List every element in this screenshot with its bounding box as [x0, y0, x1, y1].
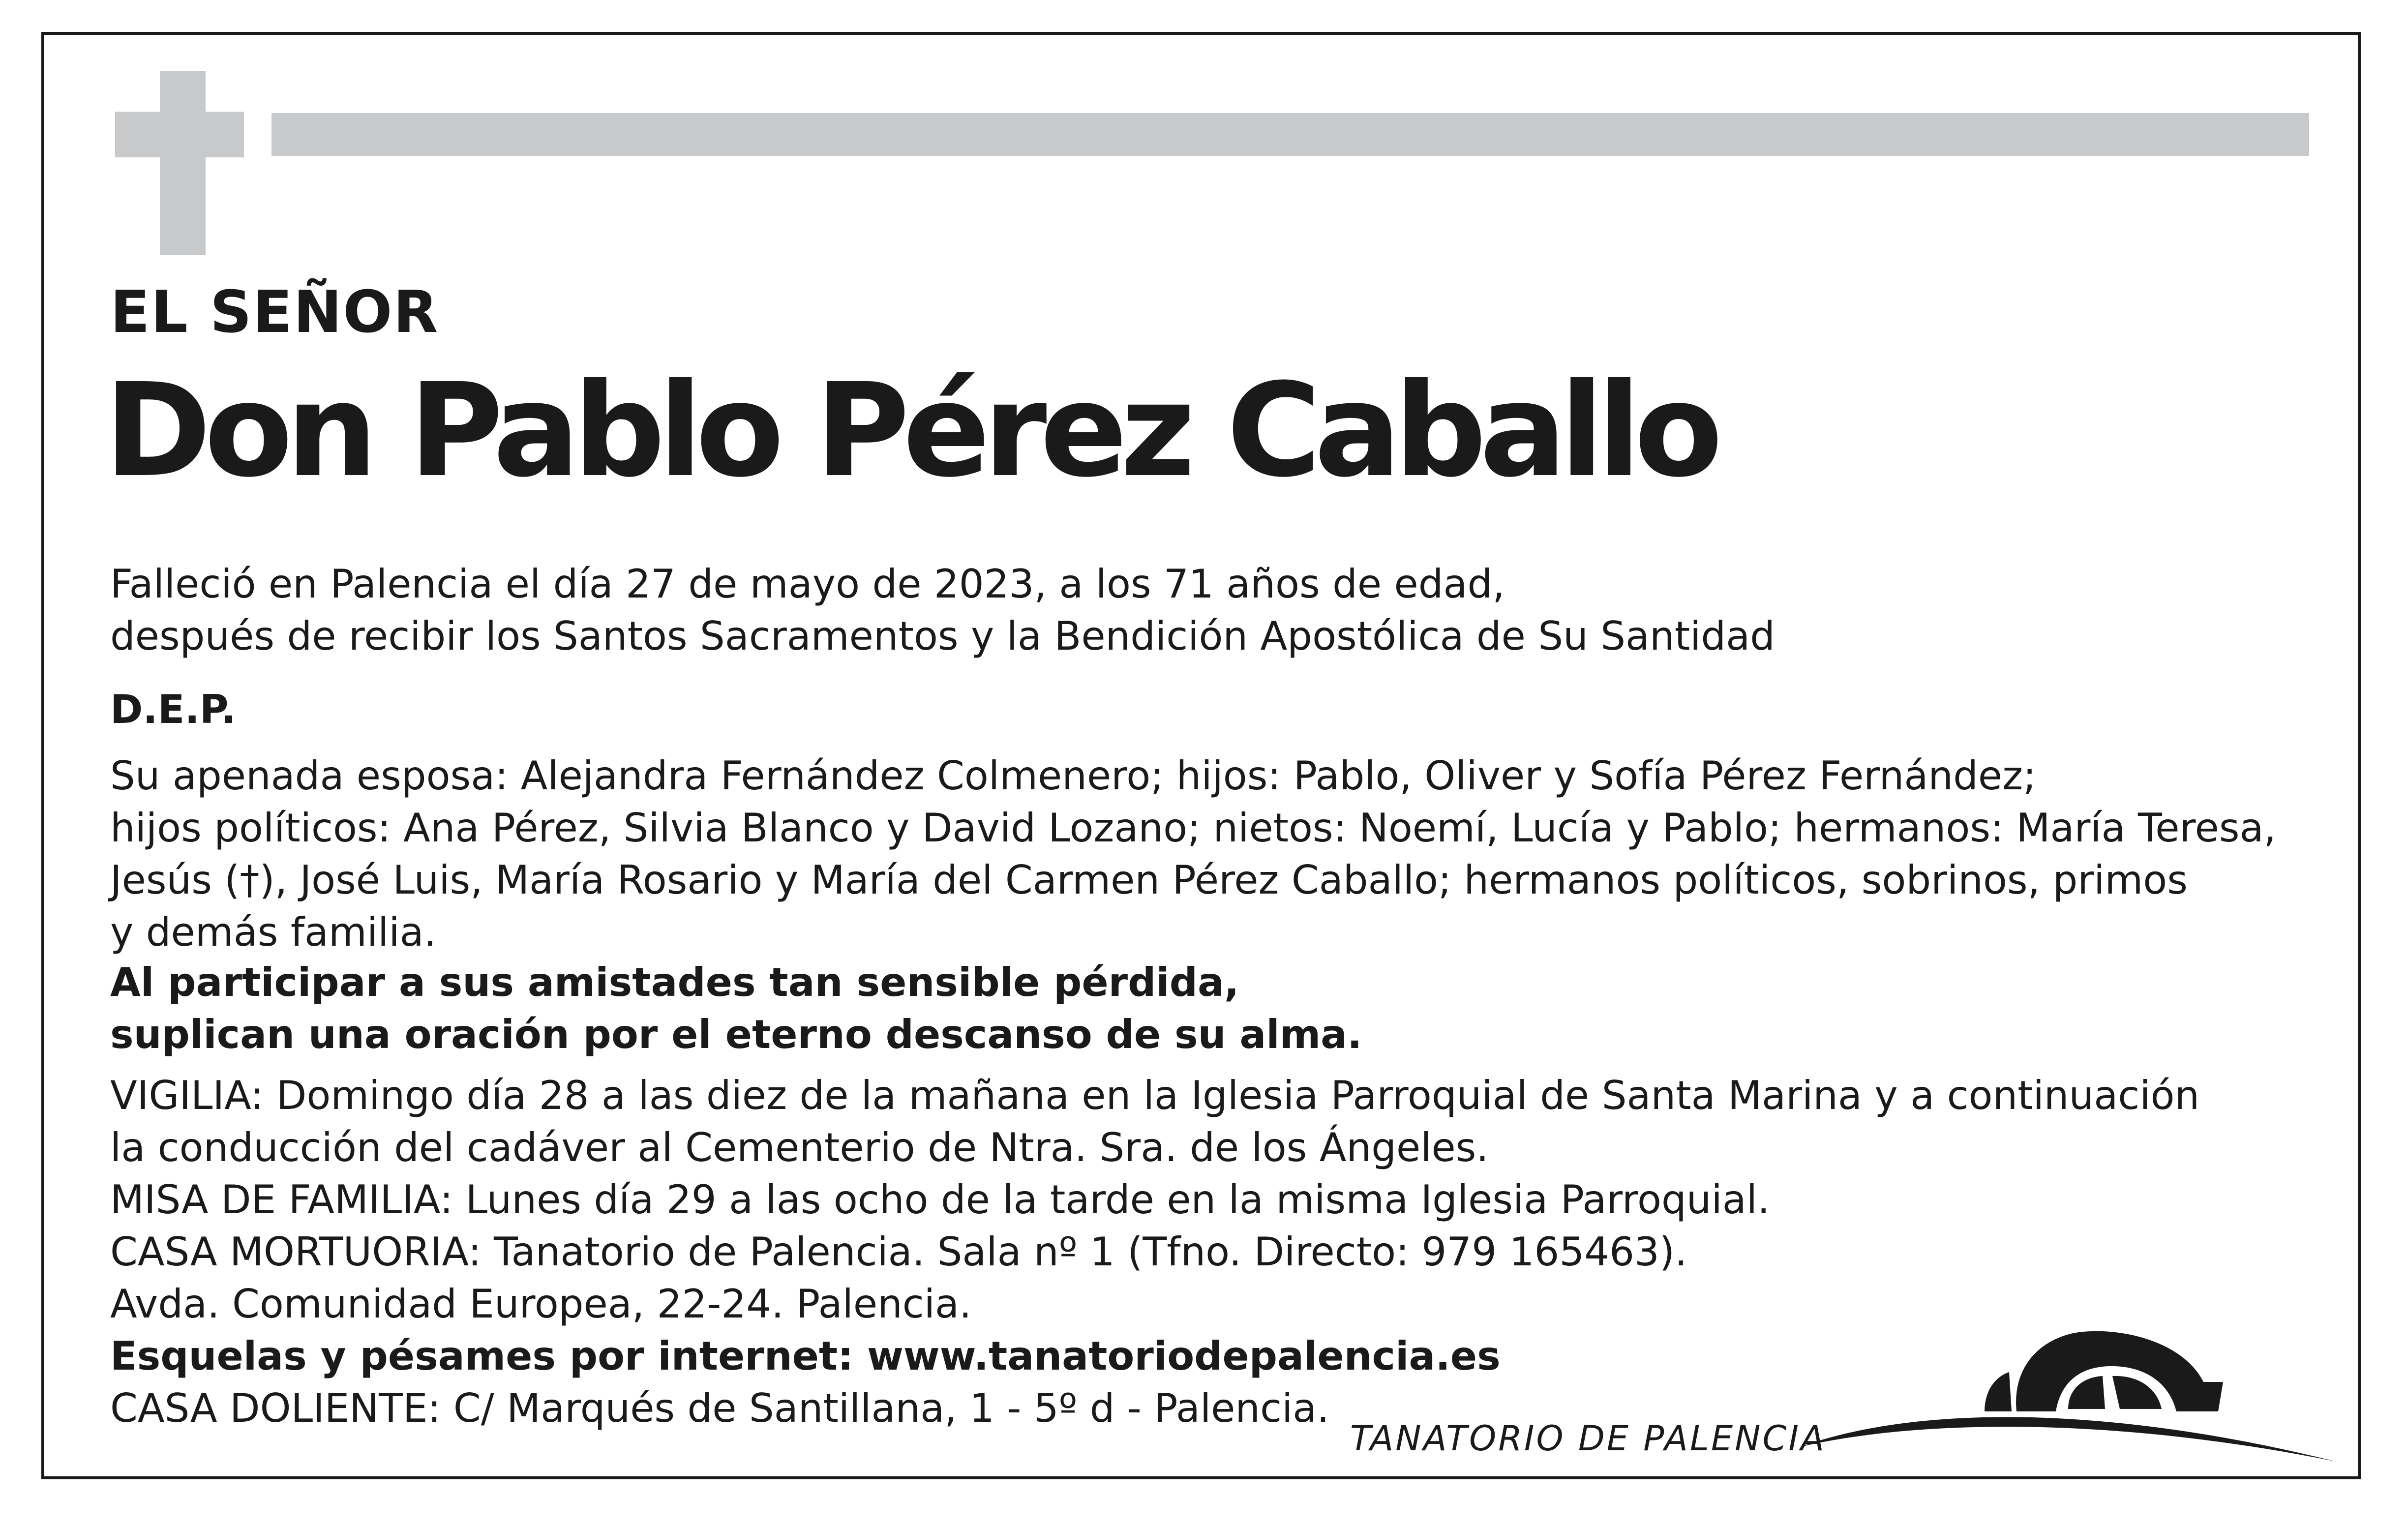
family-line: hijos políticos: Ana Pérez, Silvia Blanco y David Lozano; nietos: Noemí, Lucía y Pablo; hermanos: María Teresa,: [110, 805, 2276, 851]
deceased-name: Don Pablo Pérez Caballo: [104, 356, 1716, 506]
family-line: Su apenada esposa: Alejandra Fernández Colmenero; hijos: Pablo, Oliver y Sofía Pérez Fernández;: [110, 753, 2037, 799]
internet-condolences: Esquelas y pésames por internet: www.tanatoriodepalencia.es: [110, 1333, 1501, 1379]
family-list: [110, 750, 2276, 958]
honorific: EL SEÑOR: [110, 278, 439, 346]
vigil-line: VIGILIA: Domingo día 28 a las diez de la mañana en la Iglesia Parroquial de Santa Marina y a continuación: [110, 1073, 2200, 1118]
prayer-line: suplican una oración por el eterno descanso de su alma.: [110, 1012, 1362, 1057]
family-mass: MISA DE FAMILIA: Lunes día 29 a las ocho de la tarde en la misma Iglesia Parroquial.: [110, 1177, 1770, 1223]
cross-icon-horizontal: [115, 112, 244, 157]
mortuary-info: CASA MORTUORIA: Tanatorio de Palencia. Sala nº 1 (Tfno. Directo: 979 165463).: [110, 1229, 1687, 1275]
death-info: [110, 558, 1775, 662]
header-rule: [271, 113, 2309, 156]
cross-icon-vertical: [160, 71, 206, 255]
tanatorio-logo-text: TANATORIO DE PALENCIA: [1350, 1418, 1826, 1459]
family-line: y demás familia.: [110, 909, 437, 955]
mortuary-address: Avda. Comunidad Europea, 22-24. Palencia.: [110, 1281, 972, 1327]
death-info-line: Falleció en Palencia el día 27 de mayo de 2023, a los 71 años de edad,: [110, 561, 1505, 607]
vigil-line: la conducción del cadáver al Cementerio de Ntra. Sra. de los Ángeles.: [110, 1125, 1489, 1170]
family-line: Jesús (†), José Luis, María Rosario y María del Carmen Pérez Caballo; hermanos políticos, sobrinos, primos: [110, 857, 2188, 903]
mourning-house: CASA DOLIENTE: C/ Marqués de Santillana, 1 - 5º d - Palencia.: [110, 1385, 1329, 1431]
death-info-line: después de recibir los Santos Sacramentos y la Bendición Apostólica de Su Santidad: [110, 613, 1775, 659]
prayer-line: Al participar a sus amistades tan sensible pérdida,: [110, 959, 1239, 1005]
rip-abbreviation: D.E.P.: [110, 687, 237, 732]
prayer-request: [110, 957, 1362, 1061]
